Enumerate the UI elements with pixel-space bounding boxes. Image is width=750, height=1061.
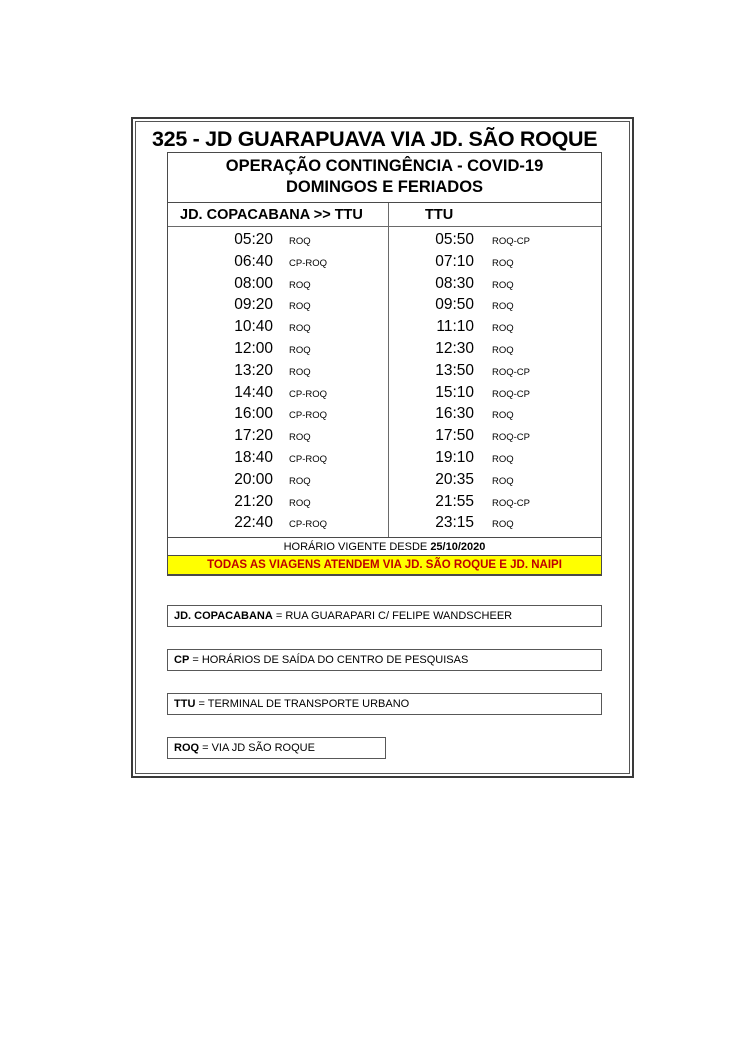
departure-note: ROQ xyxy=(492,257,514,269)
legend-item-copacabana xyxy=(167,605,602,627)
departure-row xyxy=(168,316,388,338)
operation-banner xyxy=(168,153,601,203)
operation-banner-line-2: DOMINGOS E FERIADOS xyxy=(285,178,484,196)
departure-row xyxy=(389,425,601,447)
departure-time: 10:40 xyxy=(234,318,273,336)
departure-row xyxy=(168,382,388,404)
departures-body xyxy=(168,227,601,537)
departure-note: ROQ xyxy=(289,279,311,291)
departure-time: 11:10 xyxy=(436,318,474,336)
departure-note: ROQ xyxy=(289,236,311,247)
legend-text-cp: = HORÁRIOS DE SAÍDA DO CENTRO DE PESQUISAS xyxy=(189,654,469,666)
departure-time: 09:20 xyxy=(234,296,273,314)
departure-row xyxy=(168,251,388,273)
departure-row xyxy=(168,425,388,447)
departure-row xyxy=(168,273,388,295)
departure-time: 19:10 xyxy=(435,448,474,466)
departure-time: 12:30 xyxy=(435,339,474,357)
departure-time: 08:00 xyxy=(234,274,273,292)
departure-note: ROQ xyxy=(289,344,311,356)
departure-time: 05:20 xyxy=(234,231,273,248)
departure-note: ROQ-CP xyxy=(492,432,530,444)
departure-time: 20:35 xyxy=(435,470,474,488)
departure-note: ROQ xyxy=(492,323,514,335)
departure-note: ROQ-CP xyxy=(492,388,530,400)
departure-row xyxy=(168,360,388,382)
legend-code-ttu: TTU xyxy=(174,698,196,710)
departure-row xyxy=(168,491,388,513)
departure-note: ROQ-CP xyxy=(492,366,530,378)
departure-note: ROQ xyxy=(492,301,514,313)
highlight-notice: TODAS AS VIAGENS ATENDEM VIA JD. SÃO ROQUE E JD. NAIPI xyxy=(168,556,601,575)
departure-row xyxy=(168,338,388,360)
column-header-origin: JD. COPACABANA >> TTU xyxy=(168,203,389,226)
departure-time: 21:55 xyxy=(435,492,474,510)
legend-text-copacabana: = RUA GUARAPARI C/ FELIPE WANDSCHEER xyxy=(272,610,513,622)
departure-time: 17:50 xyxy=(435,427,474,445)
departure-time: 07:10 xyxy=(435,252,474,270)
departure-note: ROQ xyxy=(492,344,514,356)
departure-time: 23:15 xyxy=(435,514,474,532)
departure-time: 13:50 xyxy=(435,361,474,379)
valid-from-date: 25/10/2020 xyxy=(430,541,486,554)
departure-time: 06:40 xyxy=(234,252,273,270)
departure-time: 22:40 xyxy=(234,514,273,532)
departure-row xyxy=(389,382,601,404)
departure-row xyxy=(168,294,388,316)
departure-note: ROQ-CP xyxy=(492,497,530,509)
departures-column-ttu xyxy=(389,227,601,537)
column-header-ttu: TTU xyxy=(425,207,454,223)
departure-note: ROQ xyxy=(289,475,311,487)
departure-time: 21:20 xyxy=(234,492,273,510)
legend-text-roq: = VIA JD SÃO ROQUE xyxy=(199,742,315,754)
departure-time: 05:50 xyxy=(435,231,474,248)
departure-note: ROQ xyxy=(492,279,514,291)
legend-item-cp xyxy=(167,649,602,671)
legend-code-roq: ROQ xyxy=(174,742,200,754)
departure-time: 20:00 xyxy=(234,470,273,488)
departure-note: ROQ xyxy=(289,301,311,313)
departure-note: ROQ-CP xyxy=(492,236,530,247)
poster-outer-frame xyxy=(131,117,634,778)
departure-note: ROQ xyxy=(492,453,514,465)
departure-row xyxy=(389,294,601,316)
departure-time: 16:00 xyxy=(234,405,273,423)
departure-time: 14:40 xyxy=(234,383,273,401)
departure-row xyxy=(168,447,388,469)
departure-note: ROQ xyxy=(289,497,311,509)
departure-row xyxy=(389,469,601,491)
departure-time: 08:30 xyxy=(435,274,474,292)
legend-text-ttu: = TERMINAL DE TRANSPORTE URBANO xyxy=(195,698,410,710)
departure-note: CP-ROQ xyxy=(289,453,327,465)
departure-note: CP-ROQ xyxy=(289,519,327,531)
departure-note: CP-ROQ xyxy=(289,388,327,400)
legend-code-cp: CP xyxy=(174,654,190,666)
departure-note: ROQ xyxy=(492,475,514,487)
departure-note: ROQ xyxy=(289,366,311,378)
departure-note: ROQ xyxy=(492,519,514,531)
departure-time: 13:20 xyxy=(234,361,273,379)
departure-row xyxy=(168,512,388,534)
departures-column-copacabana xyxy=(168,227,389,537)
departure-time: 09:50 xyxy=(435,296,474,314)
departure-row xyxy=(389,338,601,360)
legend-item-roq xyxy=(167,737,386,759)
departure-row xyxy=(389,360,601,382)
operation-banner-line-1: OPERAÇÃO CONTINGÊNCIA - COVID-19 xyxy=(225,157,544,175)
departure-time: 17:20 xyxy=(234,427,273,445)
departure-row xyxy=(389,316,601,338)
departure-row xyxy=(389,273,601,295)
departure-row xyxy=(168,469,388,491)
legend-code-copacabana: JD. COPACABANA xyxy=(174,610,273,622)
departure-row xyxy=(389,229,601,251)
valid-from-prefix: HORÁRIO VIGENTE DESDE xyxy=(283,541,431,554)
departure-row xyxy=(168,229,388,251)
departure-row xyxy=(389,251,601,273)
departure-time: 12:00 xyxy=(234,339,273,357)
column-header-row xyxy=(168,203,601,227)
departure-time: 18:40 xyxy=(234,448,273,466)
departure-note: ROQ xyxy=(492,410,514,422)
departure-time: 15:10 xyxy=(435,383,474,401)
departure-row xyxy=(389,491,601,513)
departure-note: CP-ROQ xyxy=(289,257,327,269)
departure-row xyxy=(168,403,388,425)
departure-row xyxy=(389,512,601,534)
valid-from-row xyxy=(168,537,601,556)
departure-note: ROQ xyxy=(289,432,311,444)
departure-row xyxy=(389,447,601,469)
departure-time: 16:30 xyxy=(435,405,474,423)
departure-note: CP-ROQ xyxy=(289,410,327,422)
route-title: 325 - JD GUARAPUAVA VIA JD. SÃO ROQUE xyxy=(152,127,598,151)
legend-item-ttu xyxy=(167,693,602,715)
departure-note: ROQ xyxy=(289,323,311,335)
schedule-table xyxy=(167,152,602,576)
departure-row xyxy=(389,403,601,425)
